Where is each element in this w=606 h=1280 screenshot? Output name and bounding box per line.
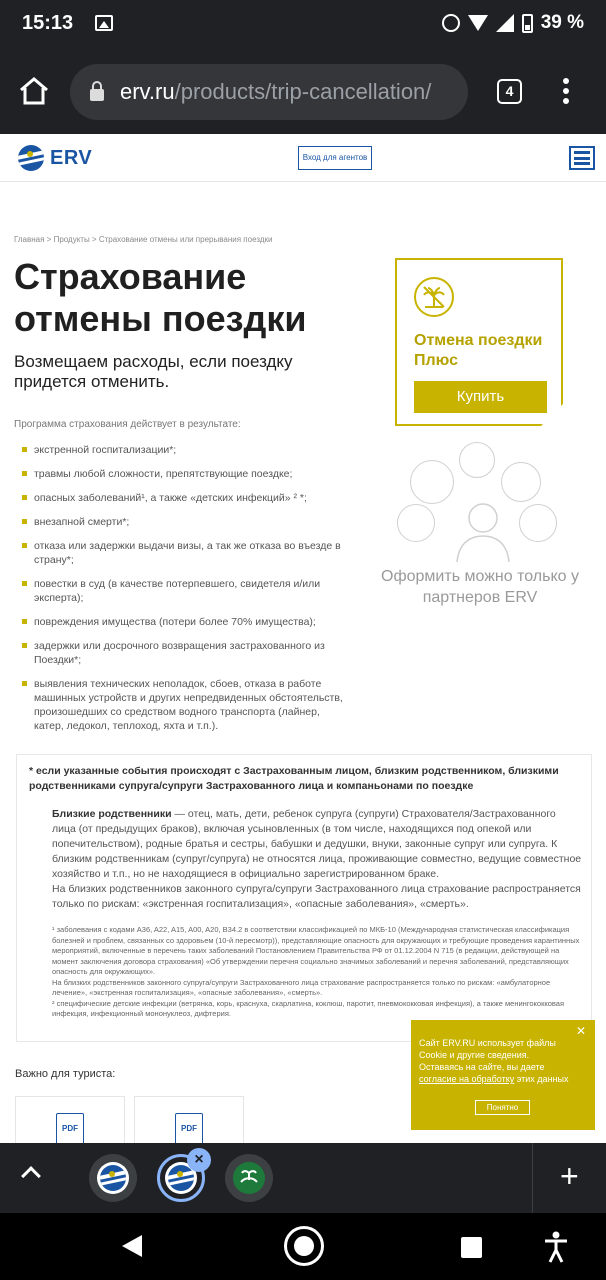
status-right (442, 12, 584, 34)
promo-title: Отмена поездки Плюс (414, 332, 543, 369)
buy-button[interactable]: Купить (414, 381, 547, 413)
cookie-text (419, 1037, 569, 1085)
list-item: внезапной смерти*; (22, 515, 352, 529)
divider (532, 1143, 533, 1213)
home-icon[interactable] (18, 76, 50, 106)
green-favicon-icon (233, 1162, 265, 1194)
back-icon[interactable] (122, 1235, 142, 1257)
footnote-1: ¹ заболевания с кодами A36, A22, A15, A00, A20, B34.2 в соответствии классификацией по МКБ-10 (Международная статистическая классификация болезней и проблем, связанных со здоровьем (10-й пересмотр)), представляющие опасность для окружающих и требующие проведения карантинных мероприятий, включенные в перечень таких заболеваний Постановлением Правительства РФ от 01.12.2004 N 715 (в редакции, действующей на момент заключения договора страхования) «Об утверждении перечня социально значимых заболеваний и перечня заболеваний, представляющих опасность для окружающих». (52, 925, 580, 976)
home-nav-icon[interactable] (284, 1226, 324, 1266)
list-item: отказа или задержки выдачи визы, а так же отказа во въезде в страну*; (22, 539, 352, 567)
cookie-accept-button[interactable]: Понятно (475, 1100, 530, 1115)
coverage-list (22, 443, 352, 743)
cookie-banner (411, 1020, 595, 1130)
erv-globe-icon (18, 145, 44, 171)
wifi-icon (468, 15, 488, 31)
globe-icon (459, 442, 495, 478)
site-header (0, 134, 606, 182)
page-title: Страхование отмены поездки (14, 256, 307, 339)
tab-strip (0, 1143, 606, 1213)
notes-box (16, 754, 592, 1042)
url-host: erv.ru (120, 79, 175, 104)
erv-logo[interactable] (18, 145, 92, 171)
battery-percent: 39 % (540, 12, 584, 33)
tab-switcher-button[interactable]: 4 (497, 79, 522, 104)
footnotes (52, 925, 582, 1020)
new-tab-icon[interactable]: + (560, 1158, 579, 1194)
bus-icon (501, 462, 541, 502)
hotel-bed-icon (519, 504, 557, 542)
browser-toolbar (0, 46, 606, 134)
image-notification-icon (95, 15, 113, 31)
partners-note: Оформить можно только у партнеров ERV (381, 568, 579, 606)
notes-body (52, 807, 582, 912)
list-item: травмы любой сложности, препятствующие поездке; (22, 467, 352, 481)
close-tab-icon[interactable]: × (187, 1148, 211, 1172)
lock-icon (90, 89, 104, 101)
pdf-document-card[interactable] (134, 1096, 244, 1146)
logo-text: ERV (50, 146, 93, 169)
page-subtitle: Возмещаем расходы, если поездку придется отменить. (14, 352, 293, 391)
relatives-term: Близкие родственники (52, 808, 172, 820)
list-item: выявления технических неполадок, сбоев, отказа в работе машинных устройств и других непредвиденных обстоятельств, произошедших со средством водного транспорта (лайнер, катер, ледокол, теплоход, яхта и т.п.). (22, 677, 352, 733)
status-time: 15:13 (22, 11, 74, 34)
accessibility-icon[interactable] (543, 1231, 569, 1263)
system-nav-bar (0, 1213, 606, 1280)
spouse-text: На близких родственников законного супруга/супруги Застрахованного лица страхование распространяется только по рискам: «экстренная госпитализация», «опасные заболевания», «смерть». (52, 883, 581, 910)
alarm-icon (442, 14, 460, 32)
tab-thumb[interactable] (89, 1154, 137, 1202)
notes-heading: * если указанные события происходят с Застрахованным лицом, близким родственником, близкими родственниками супруга/супруги Застрахованного лица и компаньонами по поездке (29, 765, 559, 792)
signal-icon (496, 14, 514, 32)
tab-thumb[interactable] (225, 1154, 273, 1202)
footnote-2: ² специфические детские инфекции (ветрянка, корь, краснуха, скарлатина, коклюш, паротит, пневмококковая инфекция), а также менингококковая инфекция, инфекционный мононуклеоз, дифтерия. (52, 998, 565, 1018)
person-icon (453, 498, 513, 564)
status-bar (0, 0, 606, 46)
chevron-up-icon[interactable] (21, 1166, 41, 1186)
list-item: задержки или досрочного возвращения застрахованного из Поездки*; (22, 639, 352, 667)
address-bar[interactable] (70, 64, 468, 120)
browser-menu-icon[interactable] (563, 78, 569, 104)
url-path: /products/trip-cancellation/ (174, 79, 432, 104)
breadcrumb[interactable]: Главная > Продукты > Страхование отмены или прерывания поездки (14, 235, 273, 244)
pdf-icon: PDF (175, 1113, 203, 1145)
palm-no-travel-icon (414, 277, 454, 317)
list-item: экстренной госпитализации*; (22, 443, 352, 457)
program-intro: Программа страхования действует в результате: (14, 419, 241, 430)
promo-card (395, 258, 563, 426)
cookie-text-1: Сайт ERV.RU использует файлы Cookie и другие сведения. Оставаясь на сайте, вы даете (419, 1038, 556, 1072)
hamburger-menu-icon[interactable] (569, 146, 595, 170)
passport-icon (397, 504, 435, 542)
list-item: повреждения имущества (потери более 70% имущества); (22, 615, 352, 629)
important-label: Важно для туриста: (15, 1068, 116, 1080)
consent-link[interactable]: согласие на обработку (419, 1074, 515, 1084)
footnote-1b: На близких родственников законного супруга/супруги Застрахованного лица страхование распространяется только по рискам: «амбулаторное лечение», «экстренная госпитализация», «опасные заболевания», «смерть». (52, 977, 551, 997)
close-icon[interactable]: ✕ (576, 1024, 587, 1038)
list-item: повестки в суд (в качестве потерпевшего, свидетеля и/или эксперта); (22, 577, 352, 605)
relatives-text: — отец, мать, дети, ребенок супруга (супруги) Страхователя/Застрахованного лица (от предыдущих браков), включая усыновленных (в том числе, находящихся под опекой или попечительством), родные братья и сестры, бабушки и дедушки, внуки, законные супруг или супруга. К близким родственникам (супруг/супруга) не относятся лица, проживающие совместно, ведущие совместное хозяйство и т.п., но не находящиеся в официально зарегистрированном браке. (52, 808, 582, 880)
ticket-icon (410, 460, 454, 504)
partners-illustration (395, 442, 565, 562)
recents-icon[interactable] (461, 1237, 482, 1258)
battery-icon (522, 14, 533, 33)
pdf-icon: PDF (56, 1113, 84, 1145)
erv-favicon-icon (97, 1162, 129, 1194)
list-item: опасных заболеваний¹, а также «детских инфекций» ² *; (22, 491, 352, 505)
agent-login-button[interactable]: Вход для агентов (298, 146, 372, 170)
pdf-document-card[interactable] (15, 1096, 125, 1146)
cookie-text-2: этих данных (514, 1074, 569, 1084)
